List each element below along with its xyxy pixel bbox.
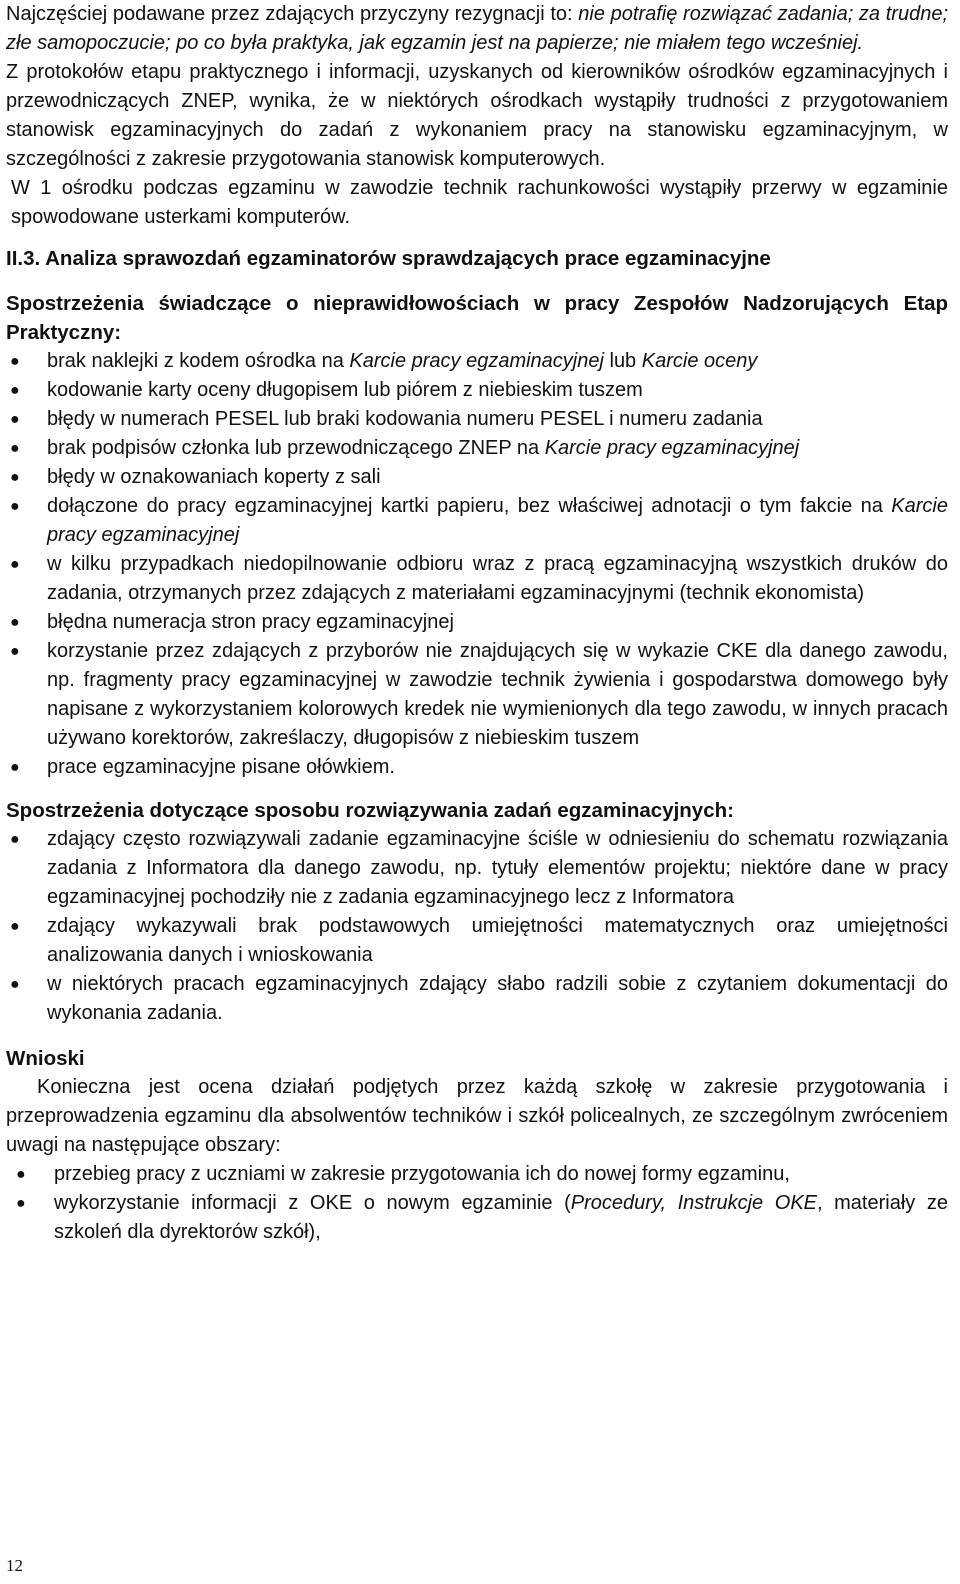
list-item: ● w niektórych pracach egzaminacyjnych zdający słabo radzili sobie z czytaniem dokumentacji do wykonania zadania. (6, 970, 948, 1028)
list-item: ● błędy w oznakowaniach koperty z sali (6, 463, 948, 492)
list-item: ● w kilku przypadkach niedopilnowanie odbioru wraz z pracą egzaminacyjną wszystkich druków do zadania, otrzymanych przez zdających z materiałami egzaminacyjnymi (technik ekonomista) (6, 550, 948, 608)
list-item: ● zdający wykazywali brak podstawowych umiejętności matematycznych oraz umiejętności analizowania danych i wnioskowania (6, 912, 948, 970)
list-item: ● wykorzystanie informacji z OKE o nowym egzaminie (Procedury, Instrukcje OKE, materiały ze szkoleń dla dyrektorów szkół), (6, 1189, 948, 1247)
list-item: ● błędy w numerach PESEL lub braki kodowania numeru PESEL i numeru zadania (6, 405, 948, 434)
bullet-icon: ● (10, 918, 20, 935)
list-item: ● zdający często rozwiązywali zadanie egzaminacyjne ściśle w odniesieniu do schematu rozwiązania zadania z Informatora dla danego zawodu, np. tytuły elementów projektu; niektóre dane w pracy egzaminacyjnej pochodziły nie z zadania egzaminacyjnego lecz z Informatora (6, 825, 948, 912)
bullet-icon: ● (10, 440, 20, 457)
practical-stage-paragraph: Z protokołów etapu praktycznego i informacji, uzyskanych od kierowników ośrodków egzaminacyjnych i przewodniczących ZNEP, wynika, że w niektórych ośrodkach wystąpiły trudności z przygotowaniem stanowisk egzaminacyjnych do zadań z wykonaniem pracy na stanowisku egzaminacyjnym, w szczególności z zakresie przygotowania stanowisk komputerowych. (6, 61, 948, 170)
bullet-icon: ● (10, 556, 20, 573)
list-item: ● korzystanie przez zdających z przyborów nie znajdujących się w wykazie CKE dla danego zawodu, np. fragmenty pracy egzaminacyjnej w zawodzie technik żywienia i gospodarstwa domowego były napisane z wykorzystaniem kolorowych kredek nie wymienionych dla tego zawodu, w innych pracach używano korektorów, zakreślaczy, długopisów z niebieskim tuszem (6, 637, 948, 753)
text: Najczęściej podawane przez zdających przyczyny rezygnacji to: (6, 3, 579, 25)
observations-list (6, 347, 948, 782)
center-interruption-paragraph: W 1 ośrodku podczas egzaminu w zawodzie technik rachunkowości wystąpiły przerwy w egzaminie spowodowane usterkami komputerów. (11, 177, 948, 228)
bullet-icon: ● (16, 1195, 26, 1212)
conclusions-heading: Wnioski (6, 1047, 85, 1070)
bullet-icon: ● (10, 382, 20, 399)
list-item: ● błędna numeracja stron pracy egzaminacyjnej (6, 608, 948, 637)
conclusions-paragraph: Konieczna jest ocena działań podjętych przez każdą szkołę w zakresie przygotowania i przeprowadzenia egzaminu dla absolwentów techników i szkół policealnych, ze szczególnym zwróceniem uwagi na następujące obszary: (6, 1076, 948, 1156)
list-item: ● kodowanie karty oceny długopisem lub piórem z niebieskim tuszem (6, 376, 948, 405)
conclusions-list (6, 1160, 948, 1247)
solving-observations-heading: Spostrzeżenia dotyczące sposobu rozwiązywania zadań egzaminacyjnych: (6, 799, 734, 822)
bullet-icon: ● (10, 759, 20, 776)
list-item: ● brak podpisów członka lub przewodniczącego ZNEP na Karcie pracy egzaminacyjnej (6, 434, 948, 463)
bullet-icon: ● (10, 643, 20, 660)
section-heading: II.3. Analiza sprawozdań egzaminatorów sprawdzających prace egzaminacyjne (6, 247, 771, 270)
observations-heading: Spostrzeżenia świadczące o nieprawidłowościach w pracy Zespołów Nadzorujących Etap Praktyczny: (6, 292, 948, 344)
italic-text: nie potrafię rozwiązać zadania; za trudne; złe samopoczucie; po co była praktyka, jak egzamin jest na papierze; nie miałem tego wcześniej. (6, 3, 948, 54)
resignation-reasons-paragraph (6, 0, 948, 58)
list-item: ● brak naklejki z kodem ośrodka na Karcie pracy egzaminacyjnej lub Karcie oceny (6, 347, 948, 376)
document-page (6, 0, 948, 1247)
list-item: ● przebieg pracy z uczniami w zakresie przygotowania ich do nowej formy egzaminu, (6, 1160, 948, 1189)
bullet-icon: ● (10, 831, 20, 848)
bullet-icon: ● (10, 469, 20, 486)
bullet-icon: ● (10, 411, 20, 428)
bullet-icon: ● (10, 614, 20, 631)
list-item: ● prace egzaminacyjne pisane ołówkiem. (6, 753, 948, 782)
page-number: 12 (6, 1556, 23, 1575)
bullet-icon: ● (10, 498, 20, 515)
bullet-icon: ● (16, 1166, 26, 1183)
solving-observations-list (6, 825, 948, 1028)
list-item: ● dołączone do pracy egzaminacyjnej kartki papieru, bez właściwej adnotacji o tym fakcie na Karcie pracy egzaminacyjnej (6, 492, 948, 550)
bullet-icon: ● (10, 353, 20, 370)
bullet-icon: ● (10, 976, 20, 993)
